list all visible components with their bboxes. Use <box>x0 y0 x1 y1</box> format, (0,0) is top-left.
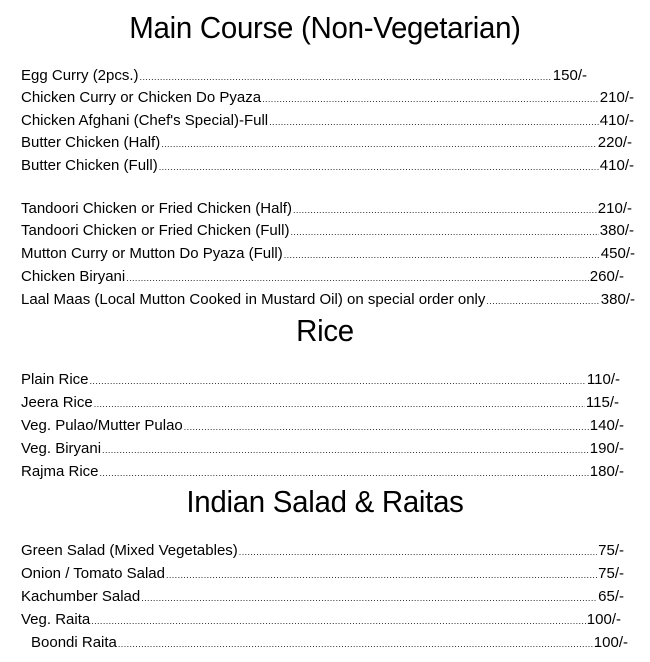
dot-leader <box>102 440 589 460</box>
menu-item: Egg Curry (2pcs.) ..... 150/- <box>21 66 587 86</box>
dot-leader <box>269 112 599 132</box>
menu-item: Boondi Raita ..... 100/- <box>31 633 628 653</box>
menu-item: Jeera Rice ..... 115/- <box>21 393 619 413</box>
menu-item: Veg. Raita ..... 100/- <box>21 610 621 630</box>
menu-item: Butter Chicken (Half) ..... 220/- <box>21 133 632 153</box>
dot-leader <box>91 611 586 631</box>
menu-item: Chicken Afghani (Chef's Special)-Full ..... 410/- <box>21 111 634 131</box>
dot-leader <box>184 417 589 437</box>
menu-item: Tandoori Chicken or Fried Chicken (Full) ..... 380/- <box>21 221 634 241</box>
dot-leader <box>239 542 597 562</box>
menu-item: Onion / Tomato Salad ..... 75/- <box>21 564 624 584</box>
dot-leader <box>262 89 599 109</box>
dot-leader <box>161 134 597 154</box>
section-title-main-course: Main Course (Non-Vegetarian) <box>129 10 521 45</box>
menu-item: Tandoori Chicken or Fried Chicken (Half) ..... 210/- <box>21 199 632 219</box>
menu-item: Rajma Rice ..... 180/- <box>21 462 624 482</box>
dot-leader <box>486 291 599 311</box>
section-title-salad-raitas: Indian Salad & Raitas <box>186 484 464 519</box>
dot-leader <box>94 394 585 414</box>
section-title-rice: Rice <box>296 313 354 348</box>
menu-item: Veg. Biryani ..... 190/- <box>21 439 624 459</box>
menu-item: Butter Chicken (Full) ..... 410/- <box>21 156 634 176</box>
menu-item: Kachumber Salad ..... 65/- <box>21 587 624 607</box>
dot-leader <box>159 157 599 177</box>
dot-leader <box>126 268 589 288</box>
dot-leader <box>118 634 593 654</box>
dot-leader <box>290 222 598 242</box>
dot-leader <box>166 565 597 585</box>
dot-leader <box>90 371 586 391</box>
menu-item: Veg. Pulao/Mutter Pulao ..... 140/- <box>21 416 624 436</box>
dot-leader <box>284 245 600 265</box>
dot-leader <box>140 67 552 87</box>
menu-item: Chicken Biryani ..... 260/- <box>21 267 624 287</box>
dot-leader <box>141 588 597 608</box>
menu-item: Chicken Curry or Chicken Do Pyaza ..... 210/- <box>21 88 634 108</box>
dot-leader <box>293 200 597 220</box>
menu-item: Green Salad (Mixed Vegetables) ..... 75/- <box>21 541 624 561</box>
menu-item: Plain Rice ..... 110/- <box>21 370 620 390</box>
dot-leader <box>100 463 589 483</box>
menu-item: Laal Maas (Local Mutton Cooked in Mustard Oil) on special order only ..... 380/- <box>21 290 635 310</box>
menu-item: Mutton Curry or Mutton Do Pyaza (Full) ..... 450/- <box>21 244 635 264</box>
